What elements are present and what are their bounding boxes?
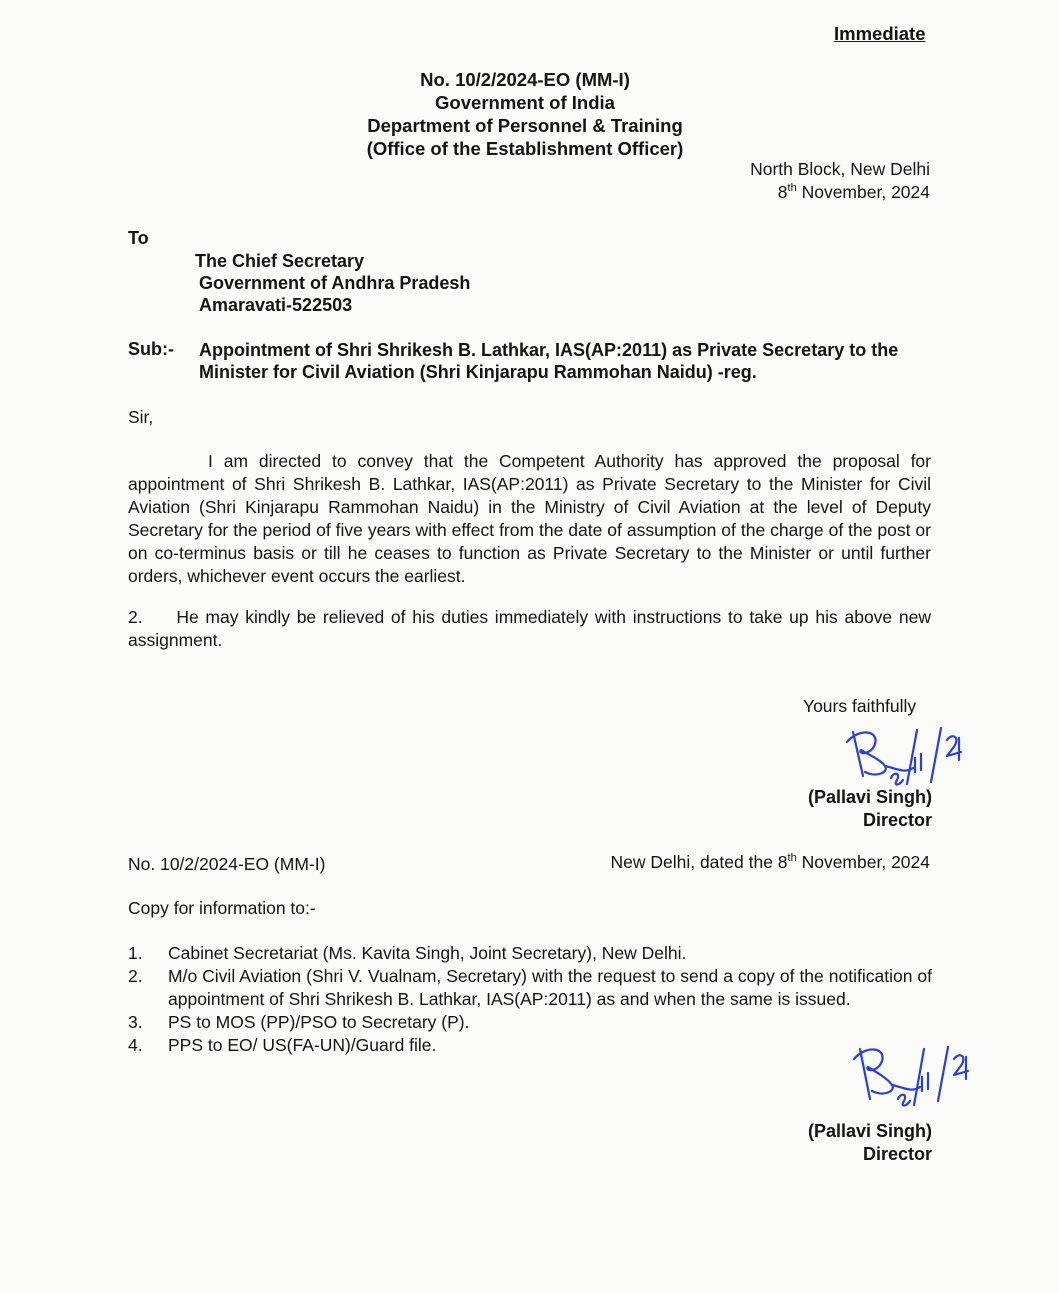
signatory-1-name: (Pallavi Singh)	[807, 787, 932, 807]
place: North Block, New Delhi	[750, 159, 930, 179]
paragraph-2-text: He may kindly be relieved of his duties immediately with instructions to take up his above new assignment.	[128, 607, 931, 650]
salutation: Sir,	[128, 407, 154, 427]
department-name: Department of Personnel & Training	[367, 115, 683, 136]
letter-header	[340, 68, 710, 160]
government-name: Government of India	[435, 92, 615, 113]
signature-1-image	[835, 720, 975, 790]
paragraph-2	[128, 606, 931, 652]
immediate-marking: Immediate	[834, 23, 926, 44]
signatory-2-designation: Director	[862, 1144, 932, 1164]
endorsement-file-number: No. 10/2/2024-EO (MM-I)	[128, 854, 326, 874]
paragraph-1: I am directed to convey that the Competent Authority has approved the proposal for appointment of Shri Shrikesh B. Lathkar, IAS(AP:2011) as Private Secretary to the Minister for Civil Aviation (Shri Kinjarapu Rammohan Naidu) in the Ministry of Civil Aviation at the level of Deputy Secretary for the period of five years with effect from the date of assumption of the charge of the post or on co-terminus basis or till he ceases to function as Private Secretary to the Minister or until further orders, whichever event occurs the earliest.	[128, 451, 931, 586]
addressee-line-3: Amaravati-522503	[199, 295, 353, 315]
signatory-2-name: (Pallavi Singh)	[807, 1121, 932, 1141]
addressee-line-2: Government of Andhra Pradesh	[199, 273, 471, 293]
signatory-1-designation: Director	[862, 810, 932, 830]
closing: Yours faithfully	[803, 696, 917, 716]
subject-text: Appointment of Shri Shrikesh B. Lathkar, IAS(AP:2011) as Private Secretary to the Minister for Civil Aviation (Shri Kinjarapu Rammohan Naidu) -reg.	[199, 340, 899, 382]
endorsement-date: New Delhi, dated the 8th November, 2024	[610, 852, 930, 872]
paragraph-2-number: 2.	[128, 607, 143, 627]
signatory-1	[700, 786, 932, 832]
list-item: 4. PPS to EO/ US(FA-UN)/Guard file.	[128, 1035, 437, 1055]
list-item: 1. Cabinet Secretariat (Ms. Kavita Singh, Joint Secretary), New Delhi.	[128, 943, 687, 963]
office-name: (Office of the Establishment Officer)	[366, 138, 684, 159]
signatory-2	[700, 1120, 932, 1166]
copy-list	[128, 942, 932, 1057]
file-number: No. 10/2/2024-EO (MM-I)	[420, 69, 630, 90]
addressee	[195, 250, 470, 316]
addressee-line-1: The Chief Secretary	[195, 251, 365, 271]
copy-label: Copy for information to:-	[128, 898, 316, 918]
list-item: 2. M/o Civil Aviation (Shri V. Vualnam, Secretary) with the request to send a copy of the notification of appointment of Shri Shrikesh B. Lathkar, IAS(AP:2011) as and when the same is issued.	[128, 966, 932, 1009]
to-label: To	[128, 228, 149, 248]
list-item: 3. PS to MOS (PP)/PSO to Secretary (P).	[128, 1012, 470, 1032]
subject-label: Sub:-	[128, 339, 174, 359]
letter-date: 8th November, 2024	[777, 182, 930, 202]
place-date	[620, 158, 930, 204]
signature-2-image	[840, 1035, 980, 1115]
